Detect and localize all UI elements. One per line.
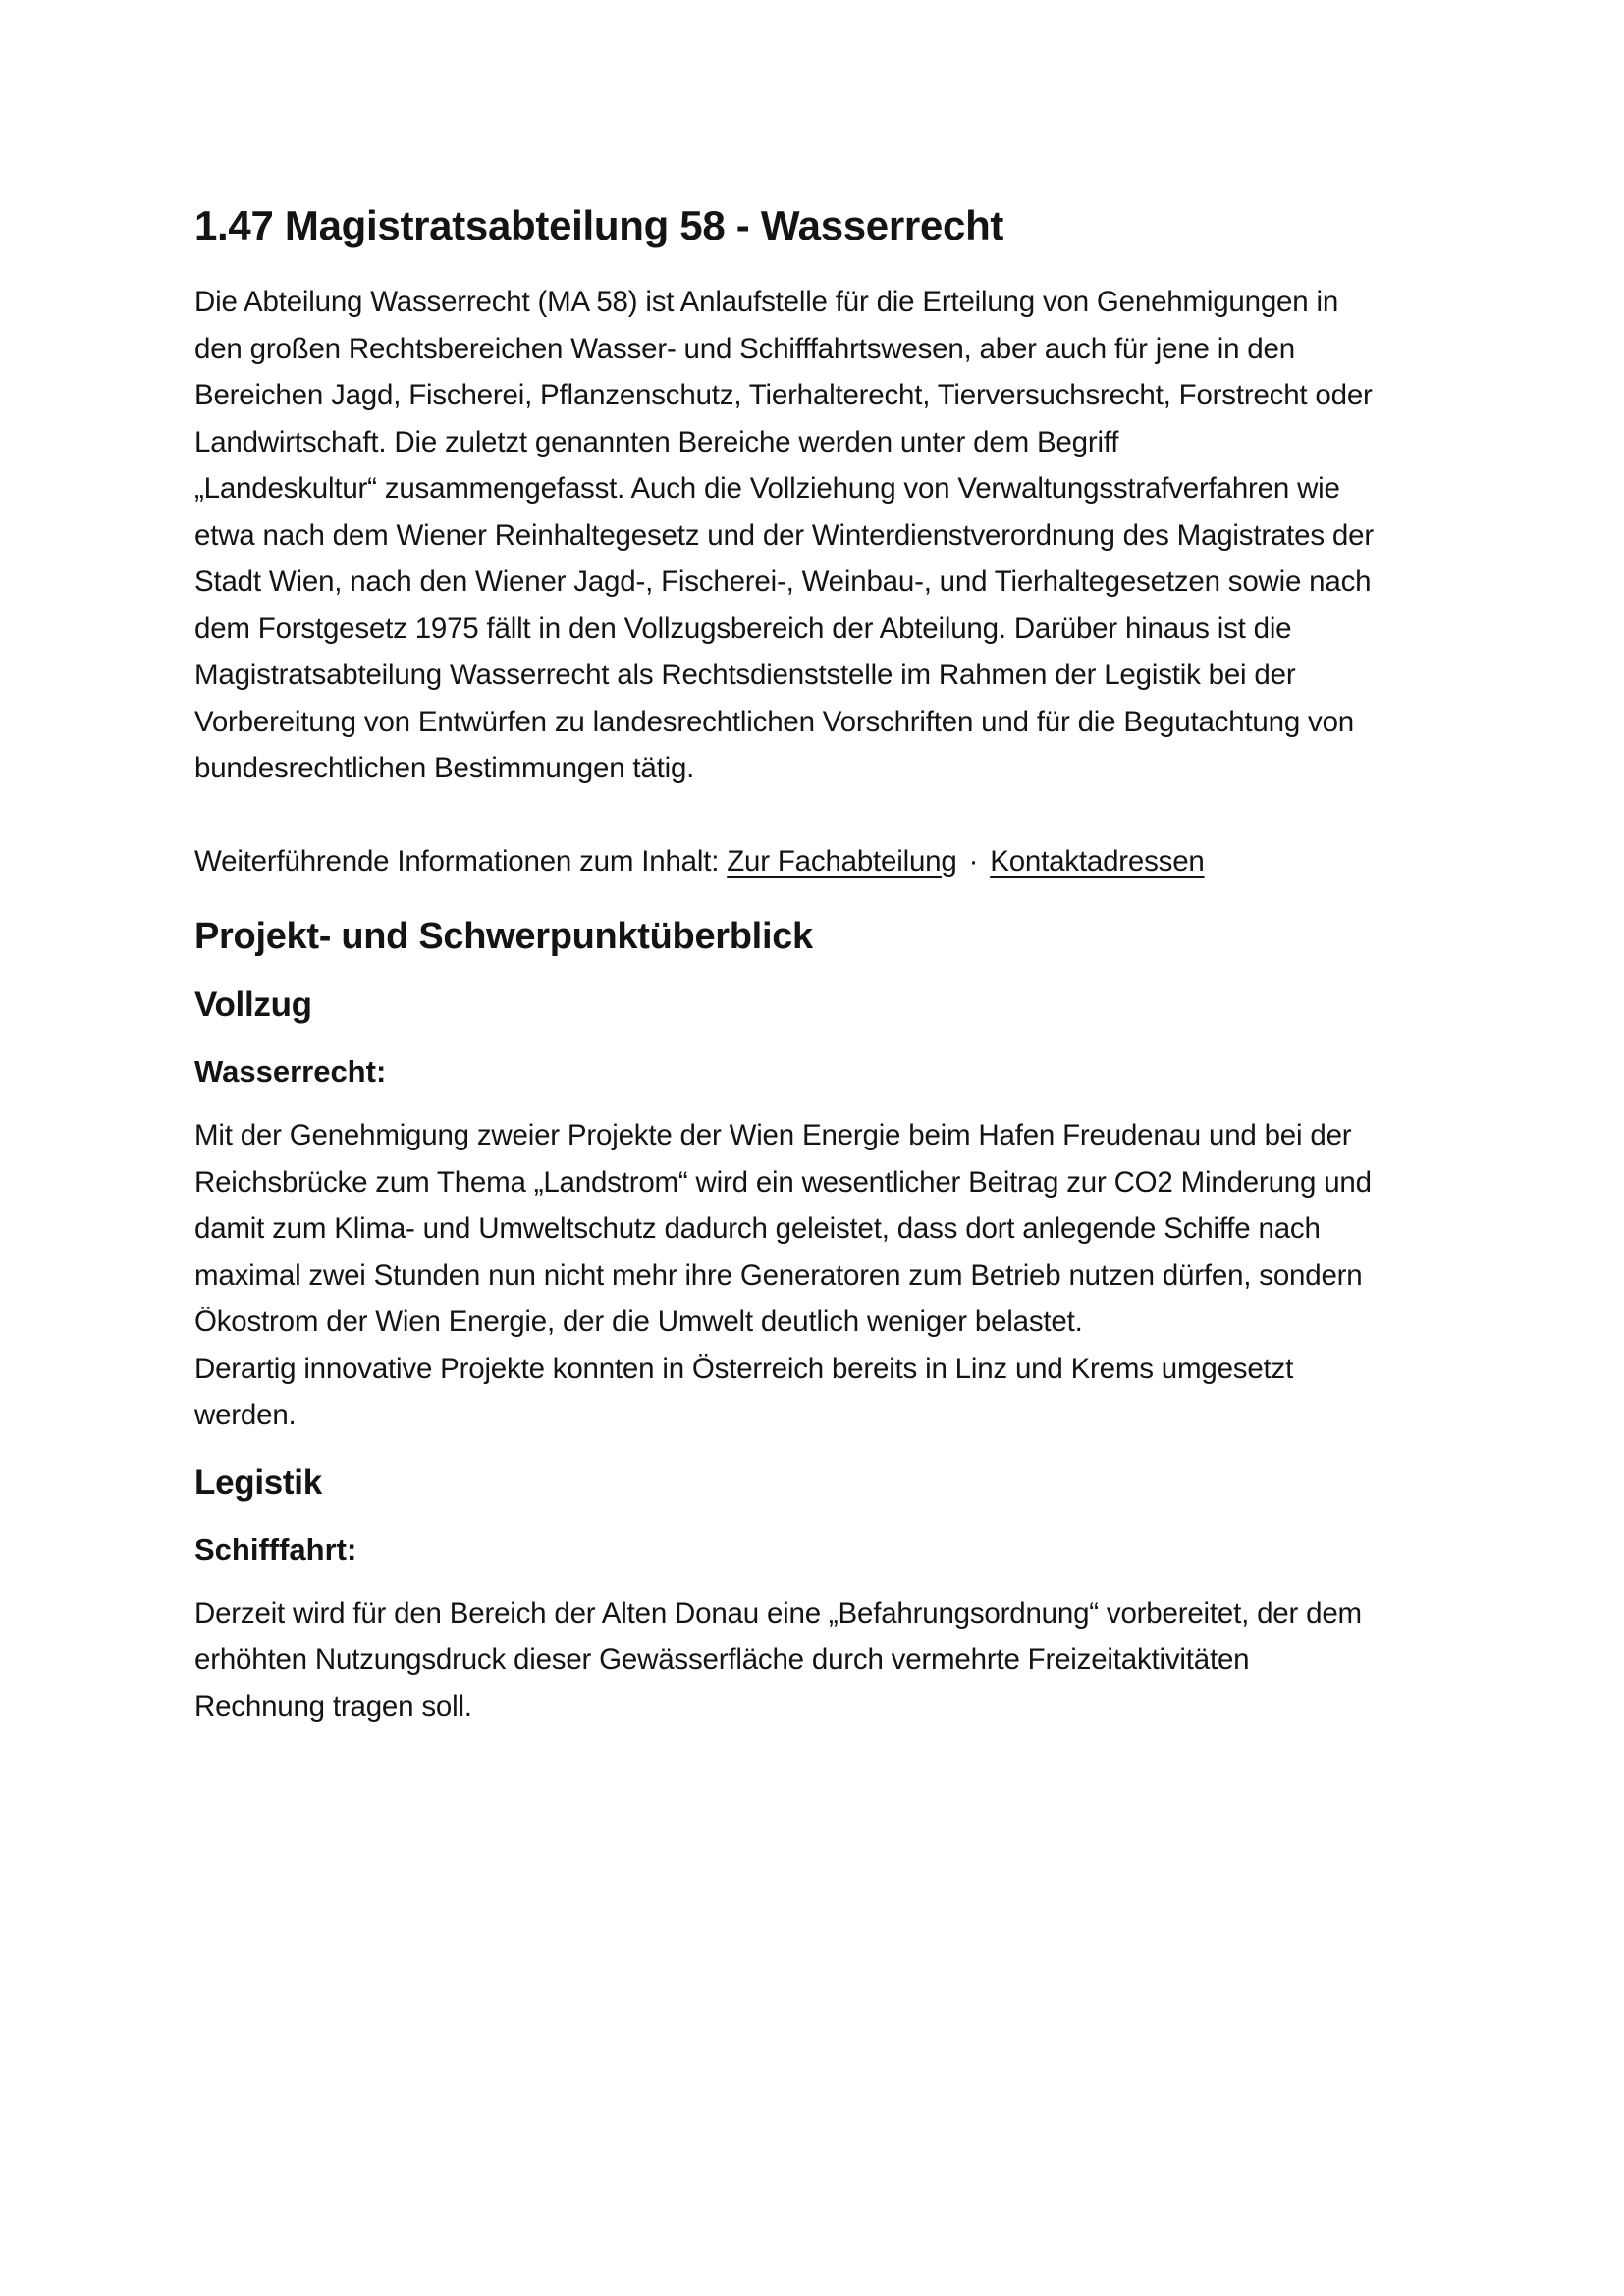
document-page [194,196,1441,1730]
intro-line: bundesrechtlichen Bestimmungen tätig. [194,752,695,784]
intro-paragraph [194,279,1441,792]
schifffahrt-subheading: Schifffahrt: [194,1531,357,1567]
legistik-line: Rechnung tragen soll. [194,1689,472,1723]
kontaktadressen-link[interactable]: Kontaktadressen [990,844,1205,878]
intro-line: Die Abteilung Wasserrecht (MA 58) ist Anlaufstelle für die Erteilung von Genehmigungen in [194,286,1339,318]
legistik-line: Derzeit wird für den Bereich der Alten Donau eine „Befahrungsordnung“ vorbereitet, der dem [194,1596,1362,1629]
vollzug-line: Ökostrom der Wien Energie, der die Umwelt deutlich weniger belastet. [194,1306,1083,1338]
intro-line: Stadt Wien, nach den Wiener Jagd-, Fischerei-, Weinbau-, und Tierhaltegesetzen sowie nach [194,565,1372,598]
page-title: 1.47 Magistratsabteilung 58 - Wasserrecht [194,202,1004,248]
legistik-paragraph [194,1590,1441,1731]
legistik-heading: Legistik [194,1463,322,1502]
vollzug-line: werden. [194,1399,297,1431]
vollzug-line: Reichsbrücke zum Thema „Landstrom“ wird ein wesentlicher Beitrag zur CO2 Minderung und [194,1165,1372,1199]
vollzug-line: maximal zwei Stunden nun nicht mehr ihre Generatoren zum Betrieb nutzen dürfen, sondern [194,1258,1363,1292]
intro-line: etwa nach dem Wiener Reinhaltegesetz und der Winterdienstverordnung des Magistrates der [194,518,1374,552]
vollzug-line: damit zum Klima- und Umweltschutz dadurch geleistet, dass dort anlegende Schiffe nach [194,1212,1321,1245]
vollzug-heading: Vollzug [194,986,312,1024]
vollzug-line: Mit der Genehmigung zweier Projekte der Wien Energie beim Hafen Freudenau und bei der [194,1119,1352,1151]
intro-line: dem Forstgesetz 1975 fällt in den Vollzugsbereich der Abteilung. Darüber hinaus ist die [194,612,1292,645]
link-separator: · [968,844,979,878]
fachabteilung-link[interactable]: Zur Fachabteilung [727,844,957,878]
intro-line: den großen Rechtsbereichen Wasser- und Schifffahrtswesen, aber auch für jene in den [194,332,1295,365]
intro-line: Vorbereitung von Entwürfen zu landesrechtlichen Vorschriften und für die Begutachtung von [194,705,1354,738]
more-info-label: Weiterführende Informationen zum Inhalt: [194,844,728,878]
overview-heading: Projekt- und Schwerpunktüberblick [194,916,813,957]
vollzug-paragraph [194,1112,1441,1439]
intro-line: Magistratsabteilung Wasserrecht als Rechtsdienststelle im Rahmen der Legistik bei der [194,659,1296,691]
intro-line: Bereichen Jagd, Fischerei, Pflanzenschutz, Tierhalterecht, Tierversuchsrecht, Forstrecht oder [194,379,1373,411]
intro-line: Landwirtschaft. Die zuletzt genannten Bereiche werden unter dem Begriff [194,425,1119,458]
legistik-line: erhöhten Nutzungsdruck dieser Gewässerfläche durch vermehrte Freizeitaktivitäten [194,1643,1250,1676]
more-info-line [194,838,1441,885]
intro-line: „Landeskultur“ zusammengefasst. Auch die Vollziehung von Verwaltungsstrafverfahren wie [194,472,1340,505]
vollzug-line: Derartig innovative Projekte konnten in Österreich bereits in Linz und Krems umgesetzt [194,1352,1294,1385]
wasserrecht-subheading: Wasserrecht: [194,1054,387,1089]
